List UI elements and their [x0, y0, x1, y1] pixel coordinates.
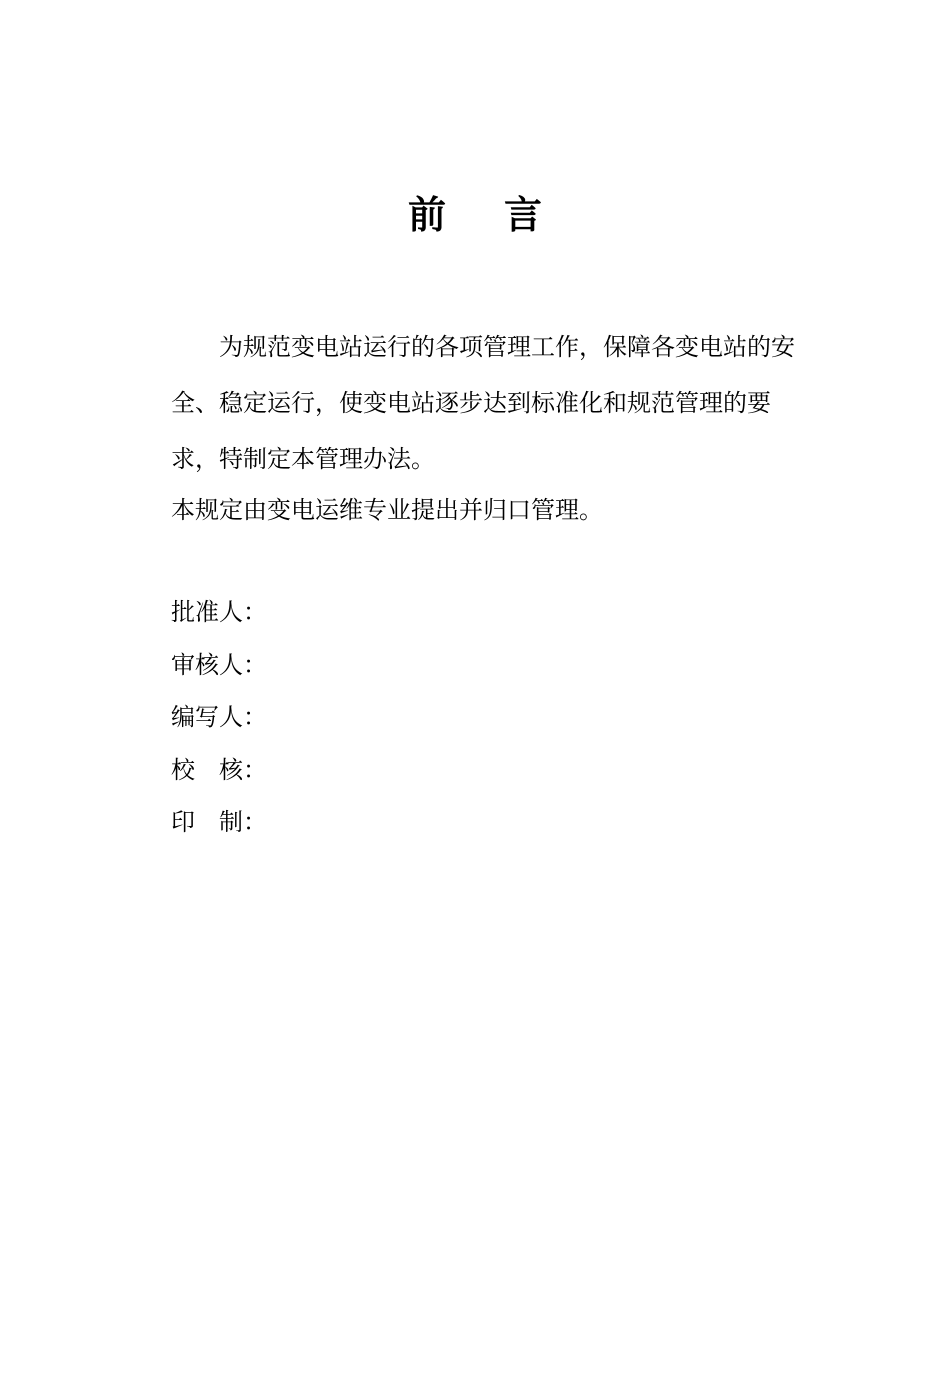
preface-body — [171, 319, 811, 533]
signoff-printer: 印 制： — [171, 808, 267, 836]
document-title: 前言 — [407, 192, 600, 237]
preface-paragraph-1: 为规范变电站运行的各项管理工作，保障各变电站的安全、稳定运行，使变电站逐步达到标准化和规范管理的要求，特制定本管理办法。 — [171, 333, 795, 473]
signoff-checker: 校 核： — [171, 755, 267, 784]
signoff-approver: 批准人： — [171, 598, 267, 626]
signoff-block — [171, 588, 267, 851]
preface-paragraph-2: 本规定由变电运维专业提出并归口管理。 — [171, 496, 603, 524]
signoff-reviewer: 审核人： — [171, 650, 267, 679]
signoff-author: 编写人： — [171, 703, 267, 731]
